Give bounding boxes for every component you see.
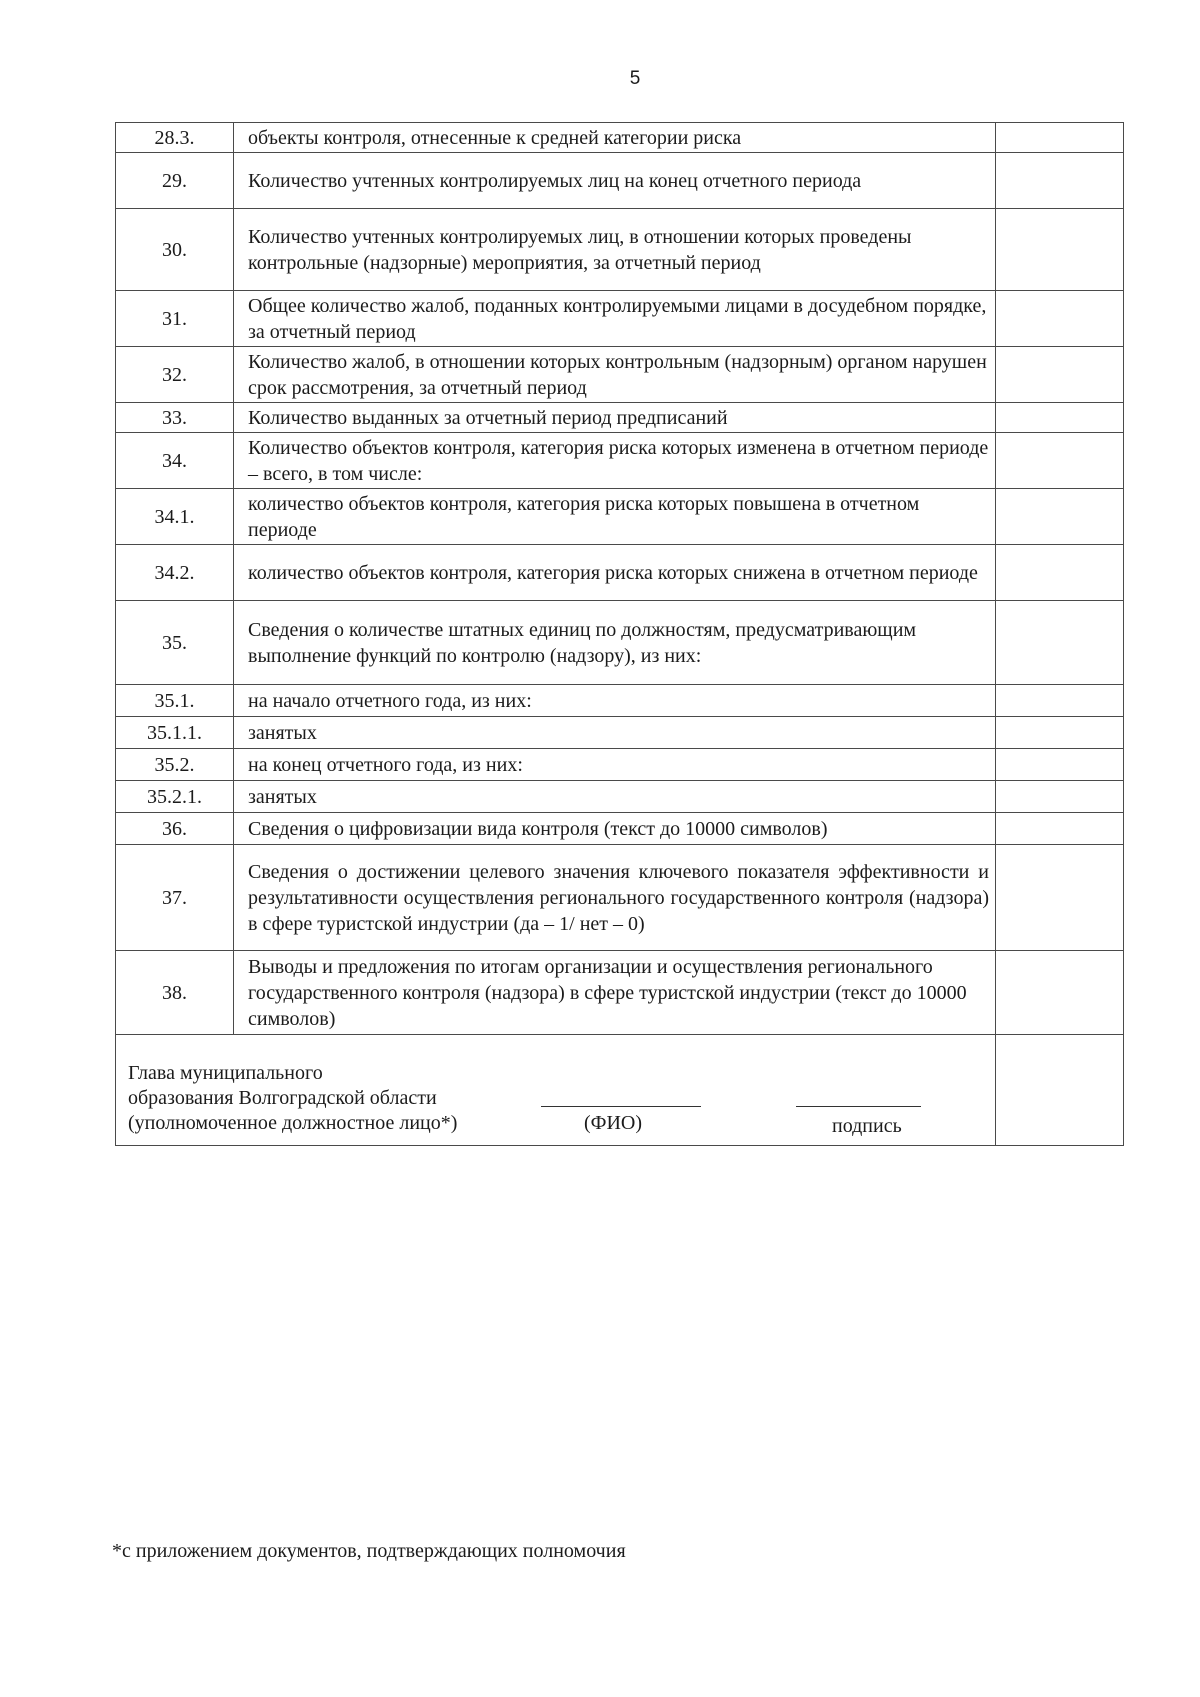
row-text: Количество выданных за отчетный период предписаний (234, 403, 996, 433)
footnote: *с приложением документов, подтверждающих полномочия (112, 1540, 626, 1562)
value-cell[interactable] (996, 403, 1124, 433)
value-cell[interactable] (996, 951, 1124, 1035)
row-number: 37. (116, 845, 234, 951)
value-cell[interactable] (996, 717, 1124, 749)
row-text: Выводы и предложения по итогам организации и осуществления регионального государственного контроля (надзора) в сфере туристской индустрии (текст до 10000 символов) (234, 951, 996, 1035)
row-text: объекты контроля, отнесенные к средней категории риска (234, 123, 996, 153)
table-row (116, 685, 1124, 717)
table-row (116, 813, 1124, 845)
table-row (116, 749, 1124, 781)
row-text: Количество учтенных контролируемых лиц на конец отчетного периода (234, 153, 996, 209)
row-number: 34. (116, 433, 234, 489)
signatory-title-line2: образования Волгоградской области (128, 1087, 437, 1109)
value-cell[interactable] (996, 209, 1124, 291)
value-cell[interactable] (996, 347, 1124, 403)
row-text: Сведения о цифровизации вида контроля (текст до 10000 символов) (234, 813, 996, 845)
table-row (116, 845, 1124, 951)
value-cell[interactable] (996, 545, 1124, 601)
row-text: Сведения о количестве штатных единиц по должностям, предусматривающим выполнение функций по контролю (надзору), из них: (234, 601, 996, 685)
value-cell[interactable] (996, 291, 1124, 347)
table-row (116, 717, 1124, 749)
table-row (116, 209, 1124, 291)
row-number: 32. (116, 347, 234, 403)
signature-blank-line[interactable] (796, 1106, 921, 1107)
table-row (116, 781, 1124, 813)
row-number: 38. (116, 951, 234, 1035)
row-number: 34.1. (116, 489, 234, 545)
row-number: 35. (116, 601, 234, 685)
value-cell[interactable] (996, 433, 1124, 489)
table-row (116, 601, 1124, 685)
row-number: 34.2. (116, 545, 234, 601)
report-table (115, 122, 1124, 1146)
table-row (116, 545, 1124, 601)
value-cell[interactable] (996, 153, 1124, 209)
row-text: Количество учтенных контролируемых лиц, в отношении которых проведены контрольные (надзорные) мероприятия, за отчетный период (234, 209, 996, 291)
row-text: Количество жалоб, в отношении которых контрольным (надзорным) органом нарушен срок рассмотрения, за отчетный период (234, 347, 996, 403)
value-cell[interactable] (996, 845, 1124, 951)
signatory-title-line3: (уполномоченное должностное лицо*) (128, 1112, 458, 1134)
value-cell[interactable] (996, 123, 1124, 153)
value-cell[interactable] (996, 749, 1124, 781)
row-text: Количество объектов контроля, категория риска которых изменена в отчетном периоде – всего, в том числе: (234, 433, 996, 489)
row-number: 29. (116, 153, 234, 209)
row-text: количество объектов контроля, категория риска которых снижена в отчетном периоде (234, 545, 996, 601)
row-text: занятых (234, 781, 996, 813)
row-number: 31. (116, 291, 234, 347)
signature-block (116, 1035, 996, 1146)
row-number: 33. (116, 403, 234, 433)
row-number: 35.2.1. (116, 781, 234, 813)
fio-blank-line[interactable] (541, 1106, 701, 1107)
signatory-title-line1: Глава муниципального (128, 1062, 323, 1084)
row-number: 35.2. (116, 749, 234, 781)
value-cell[interactable] (996, 489, 1124, 545)
value-cell[interactable] (996, 813, 1124, 845)
table-row (116, 347, 1124, 403)
row-text: занятых (234, 717, 996, 749)
row-number: 30. (116, 209, 234, 291)
row-text: Сведения о достижении целевого значения ключевого показателя эффективности и результативности осуществления регионального государственного контроля (надзора) в сфере туристской индустрии (да – 1/ нет – 0) (234, 845, 996, 951)
table-row (116, 123, 1124, 153)
table-row (116, 403, 1124, 433)
row-text: на конец отчетного года, из них: (234, 749, 996, 781)
table-row (116, 433, 1124, 489)
value-cell[interactable] (996, 685, 1124, 717)
row-number: 28.3. (116, 123, 234, 153)
table-row (116, 291, 1124, 347)
fio-label: (ФИО) (584, 1112, 643, 1134)
table-row (116, 951, 1124, 1035)
value-cell[interactable] (996, 781, 1124, 813)
value-cell[interactable] (996, 1035, 1124, 1146)
row-text: на начало отчетного года, из них: (234, 685, 996, 717)
row-number: 35.1.1. (116, 717, 234, 749)
signature-row (116, 1035, 1124, 1146)
value-cell[interactable] (996, 601, 1124, 685)
table-row (116, 153, 1124, 209)
row-text: количество объектов контроля, категория риска которых повышена в отчетном периоде (234, 489, 996, 545)
page-number: 5 (629, 68, 641, 89)
signature-label: подпись (832, 1115, 902, 1137)
row-number: 36. (116, 813, 234, 845)
row-number: 35.1. (116, 685, 234, 717)
table-row (116, 489, 1124, 545)
row-text: Общее количество жалоб, поданных контролируемыми лицами в досудебном порядке, за отчетный период (234, 291, 996, 347)
